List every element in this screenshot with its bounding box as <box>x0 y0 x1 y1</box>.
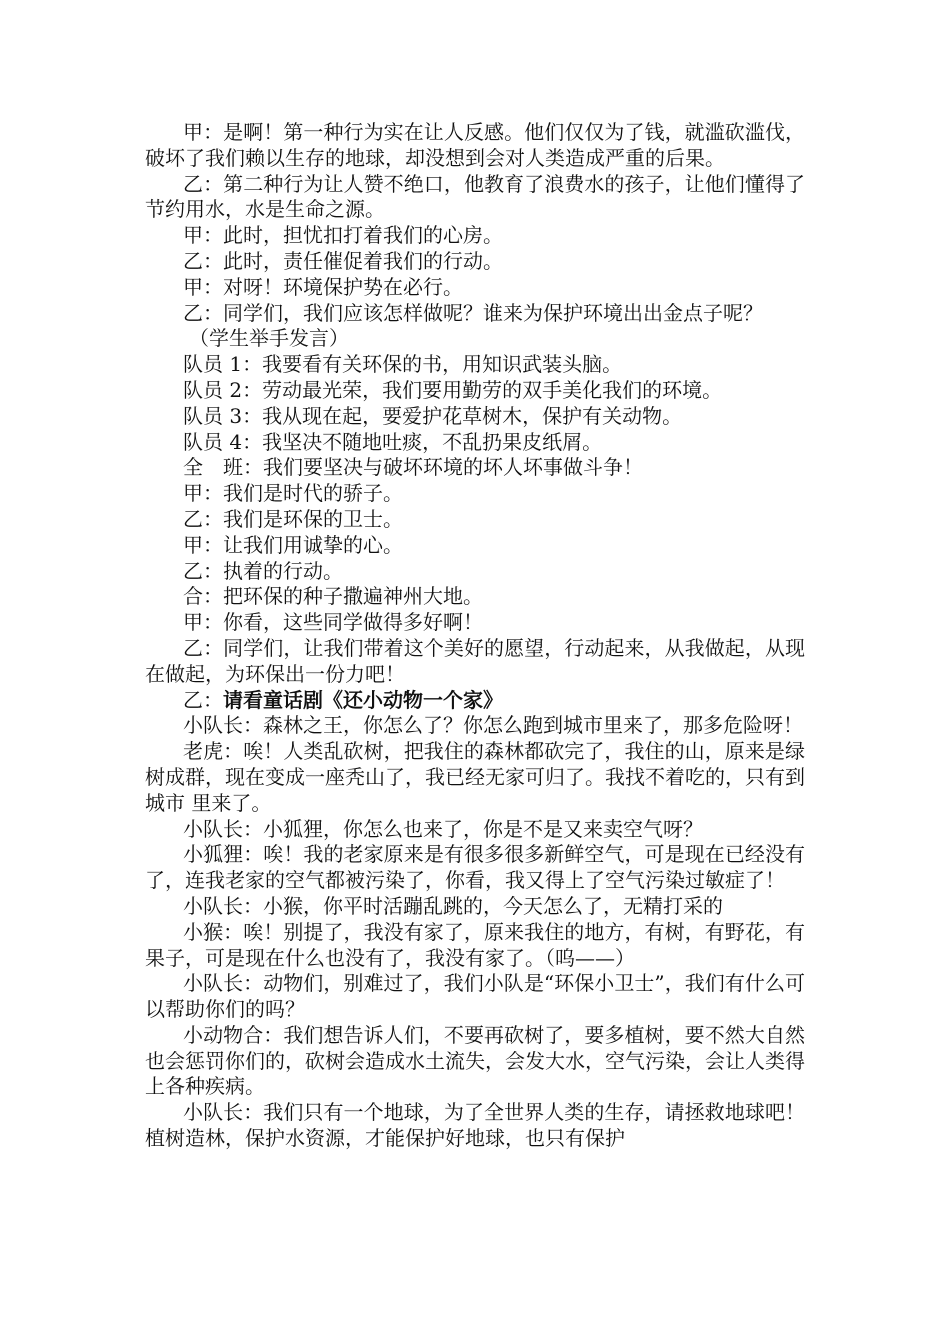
dialogue-line <box>145 920 805 972</box>
stage-direction-text: （学生举手发言） <box>189 326 349 351</box>
dialogue-text: 此时，担忧扣打着我们的心房。 <box>223 223 503 248</box>
dialogue-line <box>145 120 805 172</box>
speaker-label: 合： <box>183 584 223 609</box>
dialogue-text: 唉！别提了，我没有家了，原来我住的地方，有树，有野花，有果子，可是现在什么也没有了，我没有家了。（呜——） <box>145 919 806 970</box>
dialogue-text: 我们是时代的骄子。 <box>223 481 403 506</box>
dialogue-text: 把环保的种子撒遍神州大地。 <box>223 584 483 609</box>
speaker-label: 小动物合： <box>183 1022 284 1047</box>
dialogue-text: 是啊！第一种行为实在让人反感。他们仅仅为了钱，就滥砍滥伐，破坏了我们赖以生存的地球，却没想到会对人类造成严重的后果。 <box>145 120 806 170</box>
dialogue-text: 对呀！环境保护势在必行。 <box>223 274 463 299</box>
dialogue-line <box>145 249 805 275</box>
dialogue-text: 我们是环保的卫士。 <box>223 506 403 531</box>
speaker-label: 队员 2： <box>183 377 263 402</box>
dialogue-text: 唉！人类乱砍树，把我住的森林都砍完了，我住的山，原来是绿树成群，现在变成一座秃山了，我已经无家可归了。我找不着吃的，只有到城市 里来了。 <box>145 739 806 815</box>
dialogue-text: 你看，这些同学做得多好啊！ <box>223 610 483 635</box>
speaker-label: 乙： <box>183 506 223 531</box>
play-title-line <box>145 688 805 714</box>
speaker-label: 甲： <box>183 120 224 144</box>
dialogue-text: 我们想告诉人们，不要再砍树了，要多植树，要不然大自然也会惩罚你们的，砍树会造成水土流失，会发大水，空气污染，会让人类得上各种疾病。 <box>145 1022 806 1099</box>
dialogue-text: 同学们，让我们带着这个美好的愿望，行动起来，从我做起，从现在做起，为环保出一份力吧！ <box>145 635 806 686</box>
speaker-label: 老虎： <box>183 739 244 764</box>
dialogue-line <box>145 352 805 378</box>
speaker-label: 小狐狸： <box>183 842 264 867</box>
speaker-label: 小队长： <box>183 893 263 918</box>
speaker-label: 乙： <box>183 300 223 325</box>
dialogue-line <box>145 430 805 456</box>
dialogue-line <box>145 636 805 688</box>
speaker-label: 队员 4： <box>183 429 263 454</box>
dialogue-line <box>145 894 805 920</box>
dialogue-text: 我要看有关环保的书，用知识武装头脑。 <box>262 352 623 377</box>
dialogue-line <box>145 481 805 507</box>
dialogue-line <box>145 275 805 301</box>
dialogue-line <box>145 1100 805 1152</box>
dialogue-line <box>145 713 805 739</box>
speaker-label: 全 班： <box>183 455 263 480</box>
speaker-label: 小猴： <box>183 919 244 944</box>
dialogue-line <box>145 455 805 481</box>
dialogue-line <box>145 378 805 404</box>
play-title: 请看童话剧《还小动物一个家》 <box>223 687 503 712</box>
dialogue-line <box>145 223 805 249</box>
dialogue-line <box>145 610 805 636</box>
speaker-label: 甲： <box>183 274 223 299</box>
dialogue-text: 执着的行动。 <box>223 558 343 583</box>
dialogue-line <box>145 404 805 430</box>
speaker-label: 小队长： <box>183 1100 264 1125</box>
dialogue-line <box>145 507 805 533</box>
dialogue-text: 第二种行为让人赞不绝口，他教育了浪费水的孩子，让他们懂得了节约用水，水是生命之源。 <box>145 171 806 222</box>
dialogue-text: 我们要坚决与破坏环境的坏人坏事做斗争！ <box>263 455 643 480</box>
speaker-label: 甲： <box>183 610 223 635</box>
speaker-label: 小队长： <box>183 713 263 738</box>
speaker-label: 小队长： <box>183 816 263 841</box>
dialogue-line <box>145 739 805 816</box>
speaker-label: 甲： <box>183 481 223 506</box>
dialogue-text: 让我们用诚挚的心。 <box>223 532 403 557</box>
dialogue-line <box>145 172 805 224</box>
speaker-label: 队员 3： <box>183 403 263 428</box>
speaker-label: 甲： <box>183 223 223 248</box>
dialogue-line <box>145 584 805 610</box>
speaker-label: 乙： <box>183 248 223 273</box>
dialogue-text: 同学们，我们应该怎样做呢？谁来为保护环境出出金点子呢？ <box>223 300 763 325</box>
speaker-label: 小队长： <box>183 971 264 996</box>
speaker-label: 乙： <box>183 687 223 712</box>
speaker-label: 甲： <box>183 532 223 557</box>
dialogue-text: 森林之王，你怎么了？你怎么跑到城市里来了，那多危险呀！ <box>263 713 803 738</box>
speaker-label: 乙： <box>183 635 224 660</box>
stage-direction <box>145 326 805 352</box>
dialogue-line <box>145 1023 805 1100</box>
dialogue-text: 小猴，你平时活蹦乱跳的，今天怎么了，无精打采的 <box>263 893 723 918</box>
dialogue-text: 我们只有一个地球，为了全世界人类的生存，请拯救地球吧！植树造林，保护水资源，才能保护好地球，也只有保护 <box>145 1100 806 1151</box>
dialogue-text: 我从现在起，要爱护花草树木，保护有关动物。 <box>262 403 683 428</box>
speaker-label: 乙： <box>183 558 223 583</box>
speaker-label: 乙： <box>183 171 224 196</box>
dialogue-line <box>145 301 805 327</box>
dialogue-line <box>145 842 805 894</box>
dialogue-text: 唉！我的老家原来是有很多很多新鲜空气，可是现在已经没有了，连我老家的空气都被污染了，你看，我又得上了空气污染过敏症了！ <box>145 842 806 893</box>
dialogue-line <box>145 533 805 559</box>
dialogue-line <box>145 817 805 843</box>
dialogue-text: 此时，责任催促着我们的行动。 <box>223 248 503 273</box>
speaker-label: 队员 1： <box>183 352 263 377</box>
dialogue-text: 劳动最光荣，我们要用勤劳的双手美化我们的环境。 <box>262 377 723 402</box>
dialogue-line <box>145 559 805 585</box>
document-body <box>145 120 805 1152</box>
dialogue-line <box>145 971 805 1023</box>
dialogue-text: 我坚决不随地吐痰，不乱扔果皮纸屑。 <box>262 429 603 454</box>
dialogue-text: 动物们，别难过了，我们小队是“环保小卫士”，我们有什么可以帮助你们的吗？ <box>145 971 805 1022</box>
dialogue-text: 小狐狸，你怎么也来了，你是不是又来卖空气呀？ <box>263 816 703 841</box>
